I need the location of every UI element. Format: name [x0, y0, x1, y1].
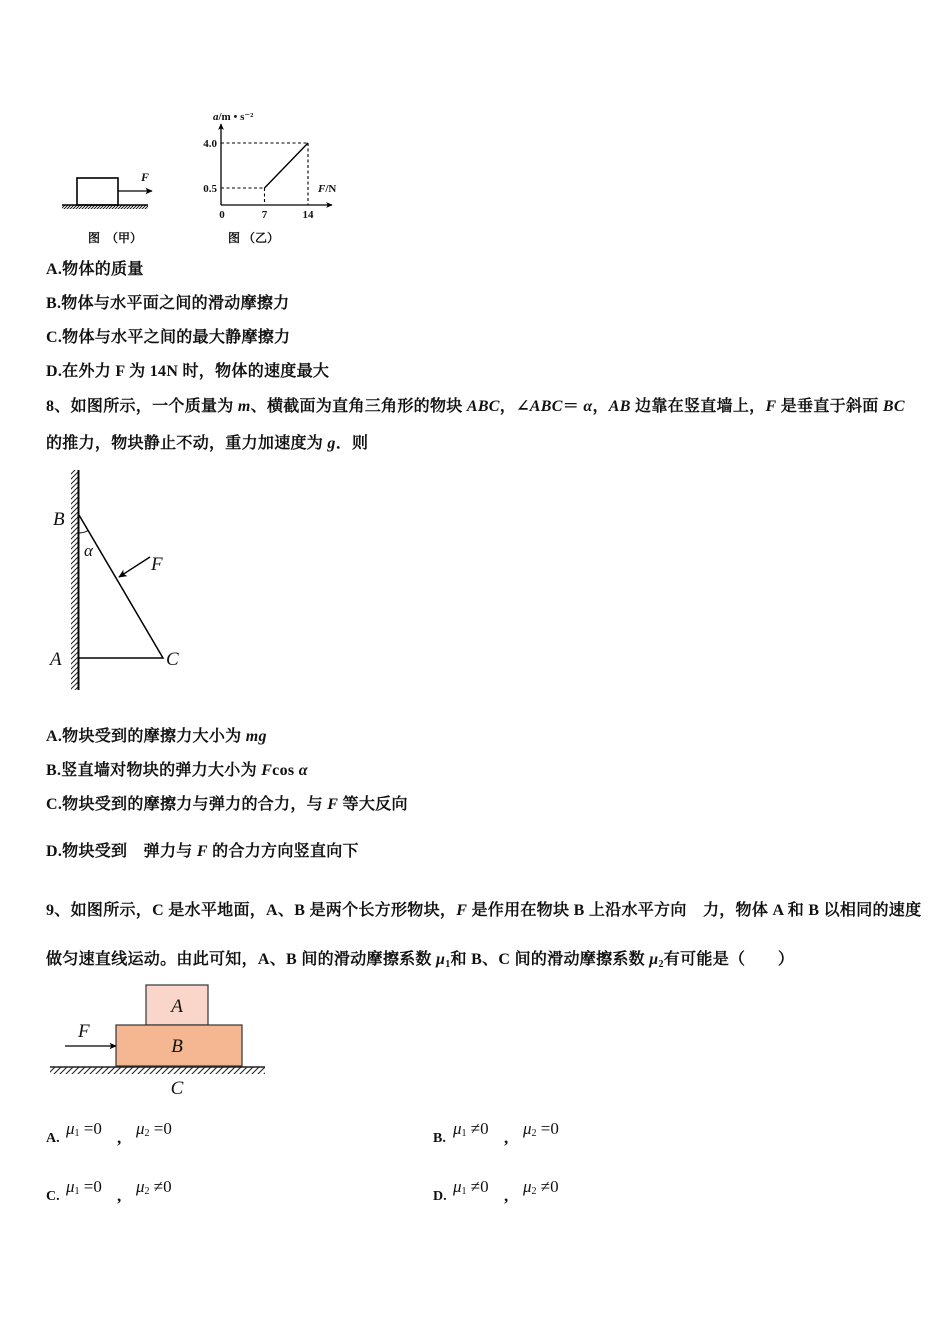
q8-stem-line-1-text-run: α — [583, 398, 593, 415]
q8-stem-line-1-text-run: F — [765, 398, 777, 415]
q8-stem-line-1-text-run: BC — [882, 398, 905, 415]
q8-option-a — [46, 726, 267, 748]
q8-stem-line-1-text-run: 是垂直于斜面 — [776, 398, 883, 415]
q8-option-a-text-run: A.物块受到的摩擦力大小为 — [46, 728, 246, 745]
option-letter: D. — [433, 1189, 447, 1204]
y-tick-label: 4.0 — [203, 138, 217, 150]
mu1-expression-text-run: =0 — [79, 1177, 102, 1196]
vertex-c-label: C — [166, 649, 179, 670]
block-b-label: B — [171, 1036, 183, 1057]
q8-stem-line-1-text-run: AB — [608, 398, 631, 415]
q8-option-d-text-run: 的合力方向竖直向下 — [207, 843, 359, 860]
q8-option-d-text-run: D.物块受到 弹力与 — [46, 843, 197, 860]
q8-stem-line-1-text-run: m — [237, 398, 251, 415]
mu1-expression-text-run: μ — [66, 1119, 75, 1138]
q8-option-d-text-run: F — [196, 843, 208, 860]
force-arrow — [119, 557, 150, 577]
mu2-expression — [523, 1176, 559, 1198]
q8-option-b — [46, 760, 308, 782]
q8-option-b-text-run: B.竖直墙对物块的弹力大小为 — [46, 762, 262, 779]
q8-option-d — [46, 841, 359, 863]
q8-stem-line-2-text-run: 的推力，物块静止不动，重力加速度为 — [46, 435, 328, 452]
mu1-expression — [66, 1118, 102, 1140]
q8-option-b-text-run: α — [298, 762, 308, 779]
mu2-expression-text-run: 2 — [144, 1186, 150, 1197]
mu1-expression — [453, 1118, 489, 1140]
q9-option-b — [433, 1118, 653, 1152]
q8-option-c-text-run: 等大反向 — [338, 796, 408, 813]
q8-option-b-text-run: cos — [272, 762, 299, 779]
q8-option-b-text-run: F — [261, 762, 273, 779]
mu2-expression-text-run: 2 — [531, 1186, 537, 1197]
triangle-block — [79, 515, 163, 658]
force-label: F — [78, 1021, 90, 1042]
figure-caption: 图 （甲） — [88, 231, 143, 245]
option-letter: A. — [46, 1131, 60, 1146]
ground-hatch — [50, 1067, 265, 1074]
mu1-expression-text-run: =0 — [79, 1119, 102, 1138]
q9-option-c — [46, 1176, 266, 1210]
q8-stem-line-1-text-run: 边靠在竖直墙上， — [630, 398, 766, 415]
mu2-expression — [523, 1118, 559, 1140]
option-letter: C. — [46, 1189, 60, 1204]
figure-q9 — [50, 985, 265, 1099]
mu2-expression-text-run: =0 — [536, 1119, 559, 1138]
angle-label: α — [84, 541, 93, 560]
q9-stem-line-2-text-run: 有可能是（ ） — [663, 951, 795, 968]
mu2-expression-text-run: μ — [136, 1119, 145, 1138]
option-letter: B. — [433, 1131, 446, 1146]
mu1-expression-text-run: 1 — [461, 1186, 467, 1197]
q9-stem-line-2-text-run: 2 — [658, 959, 664, 970]
q9-stem-line-1 — [46, 900, 921, 922]
q9-stem-line-1-text-run: 是作用在物块 B 上沿水平方向 力，物体 A 和 B 以相同的速度 — [467, 902, 922, 919]
q7-option-a: A.物体的质量 — [46, 261, 144, 278]
mu1-expression-text-run: 1 — [74, 1128, 80, 1139]
figure-jia — [62, 170, 152, 245]
y-axis-label — [213, 111, 254, 123]
x-axis-symbol: F — [318, 183, 326, 195]
q8-stem-line-1-text-run: ABC — [466, 398, 500, 415]
q9-stem-line-2-text-run: μ — [649, 951, 659, 968]
q7-option-d: D.在外力 F 为 14N 时，物体的速度最大 — [46, 363, 330, 380]
q8-stem-line-2-text-run: ．则 — [335, 435, 369, 452]
data-line-segment — [265, 143, 309, 188]
mu2-expression-text-run: μ — [523, 1119, 532, 1138]
q8-option-c — [46, 794, 408, 816]
separator: , — [504, 1186, 509, 1205]
force-label: F — [151, 554, 163, 575]
mu1-expression — [453, 1176, 489, 1198]
mu1-expression — [66, 1176, 102, 1198]
y-axis-unit: /m • s⁻² — [218, 111, 254, 123]
block — [77, 178, 118, 205]
q9-stem-line-2-text-run: 做匀速直线运动。由此可知，A、B 间的滑动摩擦系数 — [46, 951, 437, 968]
q8-stem-line-1-text-run: ，∠ — [499, 398, 530, 415]
x-axis-unit: /N — [325, 183, 337, 195]
x-tick-label: 7 — [261, 209, 268, 221]
mu2-expression-text-run: ≠0 — [536, 1177, 559, 1196]
mu2-expression-text-run: 2 — [144, 1128, 150, 1139]
figure-q8 — [48, 470, 179, 690]
y-tick-label: 0.5 — [203, 183, 217, 195]
x-tick-label: 14 — [302, 209, 314, 221]
q8-stem-line-1-text-run: ABC — [529, 398, 563, 415]
mu1-expression-text-run: 1 — [461, 1128, 467, 1139]
q8-option-c-text-run: F — [327, 796, 339, 813]
separator: , — [117, 1128, 122, 1147]
separator: , — [504, 1128, 509, 1147]
q7-option-c: C.物体与水平之间的最大静摩擦力 — [46, 329, 291, 346]
q8-stem-line-2-text-run: g — [327, 435, 336, 452]
mu2-expression — [136, 1118, 172, 1140]
mu1-expression-text-run: ≠0 — [466, 1177, 489, 1196]
q9-stem-line-2-text-run: 1 — [445, 959, 451, 970]
q9-stem-line-2 — [46, 949, 794, 971]
q7-option-b: B.物体与水平面之间的滑动摩擦力 — [46, 295, 290, 312]
mu2-expression-text-run: =0 — [149, 1119, 172, 1138]
mu1-expression-text-run: ≠0 — [466, 1119, 489, 1138]
block-a-label: A — [171, 996, 183, 1017]
q8-option-c-text-run: C.物块受到的摩擦力与弹力的合力，与 — [46, 796, 328, 813]
wall-hatch — [71, 470, 78, 690]
separator: , — [117, 1186, 122, 1205]
q9-option-d — [433, 1176, 653, 1210]
q8-option-a-text-run: mg — [245, 728, 267, 745]
y-axis-symbol: a — [213, 111, 219, 123]
force-label: F — [141, 170, 150, 184]
q8-stem-line-1-text-run: 8、如图所示，一个质量为 — [46, 398, 238, 415]
mu2-expression-text-run: μ — [136, 1177, 145, 1196]
mu2-expression-text-run: 2 — [531, 1128, 537, 1139]
mu2-expression — [136, 1176, 172, 1198]
x-axis-label — [317, 183, 336, 195]
mu2-expression-text-run: ≠0 — [149, 1177, 172, 1196]
mu2-expression-text-run: μ — [523, 1177, 532, 1196]
q9-stem-line-2-text-run: 和 B、C 间的滑动摩擦系数 — [450, 951, 650, 968]
vertex-b-label: B — [53, 509, 65, 530]
origin-label: 0 — [219, 209, 225, 221]
figure-caption: 图 （乙） — [228, 231, 280, 245]
mu1-expression-text-run: 1 — [74, 1186, 80, 1197]
mu1-expression-text-run: μ — [66, 1177, 75, 1196]
q8-stem-line-2 — [46, 433, 368, 455]
ground-label: C — [170, 1078, 184, 1099]
vertex-a-label: A — [50, 649, 62, 670]
figure-yi-graph — [203, 111, 336, 245]
q9-option-a — [46, 1118, 266, 1152]
q8-stem-line-1-text-run: ＝ — [562, 398, 584, 415]
angle-arc — [79, 531, 88, 534]
q9-stem-line-2-text-run: μ — [436, 951, 446, 968]
q8-stem-line-1-text-run: ， — [592, 398, 609, 415]
q9-stem-line-1-text-run: F — [456, 902, 468, 919]
mu1-expression-text-run: μ — [453, 1177, 462, 1196]
q8-stem-line-1-text-run: 、横截面为直角三角形的物块 — [250, 398, 467, 415]
q9-stem-line-1-text-run: 9、如图所示，C 是水平地面，A、B 是两个长方形物块， — [46, 902, 457, 919]
q8-stem-line-1 — [46, 396, 905, 418]
mu1-expression-text-run: μ — [453, 1119, 462, 1138]
